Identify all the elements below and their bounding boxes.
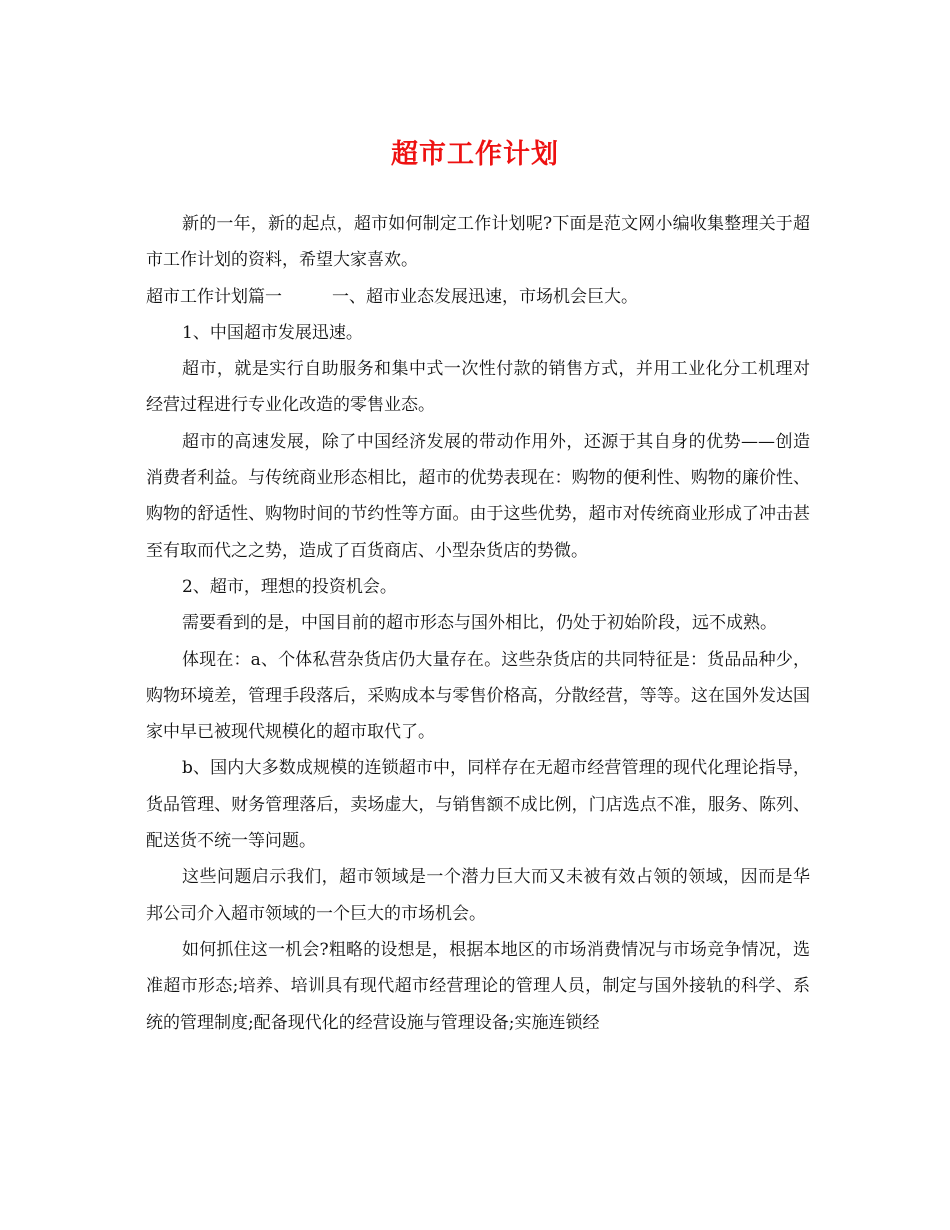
body-paragraph bbox=[146, 351, 810, 424]
paragraph-text: 1、中国超市发展迅速。 bbox=[182, 322, 363, 343]
body-paragraph bbox=[146, 424, 810, 569]
document-body bbox=[146, 206, 810, 1041]
paragraph-text: 需要看到的是，中国目前的超市形态与国外相比，仍处于初始阶段，远不成熟。 bbox=[182, 613, 777, 634]
paragraph-text: 如何抓住这一机会?粗略的设想是，根据本地区的市场消费情况与市场竞争情况，选准超市形态;培养、培训具有现代超市经营理论的管理人员，制定与国外接轨的科学、系统的管理制度;配备现代化的经营设施与管理设备;实施连锁经 bbox=[146, 939, 810, 1033]
paragraph-text: 一、超市业态发展迅速，市场机会巨大。 bbox=[332, 286, 638, 307]
body-paragraph bbox=[146, 206, 810, 279]
body-paragraph bbox=[146, 569, 810, 605]
body-paragraph bbox=[146, 605, 810, 641]
section-label: 超市工作计划篇一 bbox=[146, 286, 282, 307]
paragraph-text: b、国内大多数成规模的连锁超市中，同样存在无超市经营管理的现代化理论指导，货品管理、财务管理落后，卖场虚大，与销售额不成比例，门店选点不准，服务、陈列、配送货不统一等问题。 bbox=[146, 758, 810, 852]
paragraph-text: 体现在：a、个体私营杂货店仍大量存在。这些杂货店的共同特征是：货品品种少，购物环境差，管理手段落后，采购成本与零售价格高，分散经营，等等。这在国外发达国家中早已被现代规模化的超市取代了。 bbox=[146, 649, 810, 743]
paragraph-text: 超市，就是实行自助服务和集中式一次性付款的销售方式，并用工业化分工机理对经营过程进行专业化改造的零售业态。 bbox=[146, 359, 810, 416]
document-title: 超市工作计划 bbox=[391, 139, 559, 170]
paragraph-text: 超市的高速发展，除了中国经济发展的带动作用外，还源于其自身的优势——创造消费者利益。与传统商业形态相比，超市的优势表现在：购物的便利性、购物的廉价性、购物的舒适性、购物时间的节约性等方面。由于这些优势，超市对传统商业形成了冲击甚至有取而代之之势，造成了百货商店、小型杂货店的势微。 bbox=[146, 431, 810, 561]
body-paragraph bbox=[146, 750, 810, 859]
body-paragraph bbox=[146, 315, 810, 351]
paragraph-text: 新的一年，新的起点，超市如何制定工作计划呢?下面是范文网小编收集整理关于超市工作计划的资料，希望大家喜欢。 bbox=[146, 214, 810, 271]
paragraph-text: 这些问题启示我们，超市领域是一个潜力巨大而又未被有效占领的领域，因而是华邦公司介入超市领域的一个巨大的市场机会。 bbox=[146, 867, 810, 924]
paragraph-text: 2、超市，理想的投资机会。 bbox=[182, 576, 397, 597]
section-heading-paragraph bbox=[146, 279, 810, 315]
body-paragraph bbox=[146, 932, 810, 1041]
body-paragraph bbox=[146, 642, 810, 751]
body-paragraph bbox=[146, 859, 810, 932]
